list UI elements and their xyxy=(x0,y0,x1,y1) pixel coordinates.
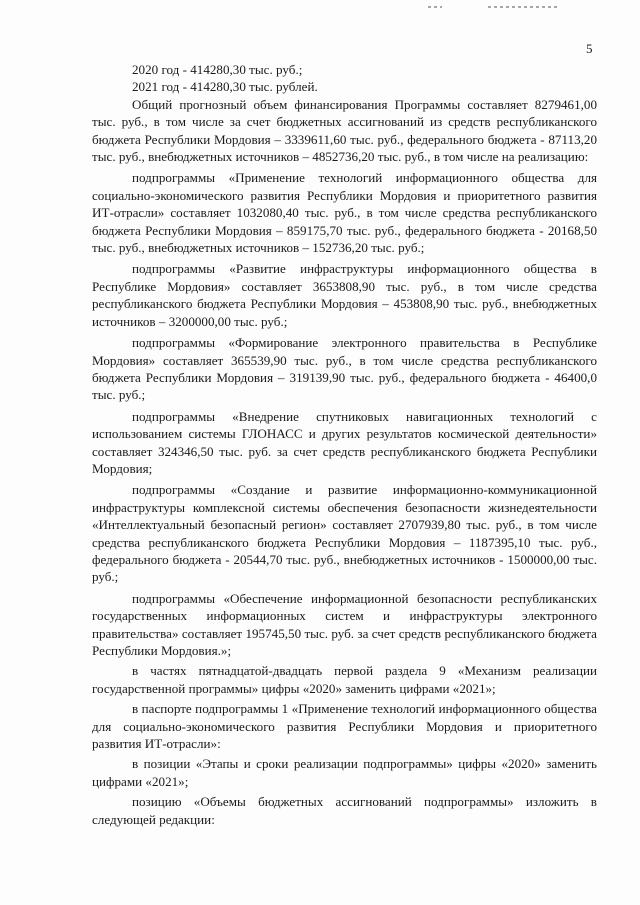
paragraph-year-2021: 2021 год - 414280,30 тыс. рублей. xyxy=(132,79,318,95)
paragraph-total-financing: Общий прогнозный объем финансирования Программы составляет 8279461,00 тыс. руб., в том числе за счет бюджетных ассигнований из средств республиканского бюджета Республики Мордовия – 3339611,60 тыс. руб., федерального бюджета - 87113,20 тыс. руб., внебюджетных источников – 4852736,20 тыс. руб., в том числе на реализацию: xyxy=(92,96,597,165)
scan-artifact xyxy=(428,6,442,8)
paragraph-subprogram-info-security: подпрограммы «Обеспечение информационной безопасности республиканских государственных информационных систем и инфраструктуры электронного правительства» составляет 195745,50 тыс. руб. за счет средств республиканского бюджета Республики Мордовия.»; xyxy=(92,590,597,658)
paragraph-budget-position: позицию «Объемы бюджетных ассигнований подпрограммы» изложить в следующей редакции: xyxy=(92,794,597,827)
paragraph-year-2020: 2020 год - 414280,30 тыс. руб.; xyxy=(132,62,303,77)
paragraph-subprogram-infrastructure: подпрограммы «Развитие инфраструктуры информационного общества в Республике Мордовия» составляет 3653808,90 тыс. руб., в том числе средства республиканского бюджета Республики Мордовия – 453808,90 тыс. руб., внебюджетных источников – 3200000,00 тыс. руб.; xyxy=(92,261,597,329)
scan-artifact xyxy=(488,6,558,8)
paragraph-section-9-amendment: в частях пятнадцатой-двадцать первой раздела 9 «Механизм реализации государственной программы» цифры «2020» заменить цифрами «2021»; xyxy=(92,663,597,696)
paragraph-subprogram-safe-region: подпрограммы «Создание и развитие информационно-коммуникационной инфраструктуры комплексной системы обеспечения безопасности жизнедеятельности «Интеллектуальный безопасный регион» составляет 2707939,80 тыс. руб., в том числе средства республиканского бюджета Республики Мордовия – 1187395,10 тыс. руб., федерального бюджета - 20544,70 тыс. руб., внебюджетных источников - 1500000,00 тыс. руб.; xyxy=(92,482,597,585)
paragraph-stages-position: в позиции «Этапы и сроки реализации подпрограммы» цифры «2020» заменить цифрами «2021»; xyxy=(92,756,597,789)
paragraph-subprogram-glonass: подпрограммы «Внедрение спутниковых навигационных технологий с использованием системы ГЛОНАСС и других результатов космической деятельности» составляет 324346,50 тыс. руб. за счет средств республиканского бюджета Республики Мордовия; xyxy=(92,408,597,476)
paragraph-subprogram-e-government: подпрограммы «Формирование электронного правительства в Республике Мордовия» составляет 365539,90 тыс. руб., в том числе средства республиканского бюджета Республики Мордовия – 319139,90 тыс. руб., федерального бюджета - 46400,0 тыс. руб.; xyxy=(92,335,597,403)
paragraph-subprogram-it-technologies: подпрограммы «Применение технологий информационного общества для социально-экономического развития Республики Мордовия и приоритетного развития ИТ-отрасли» составляет 1032080,40 тыс. руб., в том числе средства республиканского бюджета Республики Мордовия – 859175,70 тыс. руб., федерального бюджета - 20168,50 тыс. руб., внебюджетных источников – 152736,20 тыс. руб.; xyxy=(92,170,597,256)
document-body xyxy=(92,61,597,828)
page-number: 5 xyxy=(586,41,593,56)
paragraph-subprogram-1-passport: в паспорте подпрограммы 1 «Применение технологий информационного общества для социально-экономического развития Республики Мордовия и приоритетного развития ИТ-отрасли»: xyxy=(92,701,597,752)
